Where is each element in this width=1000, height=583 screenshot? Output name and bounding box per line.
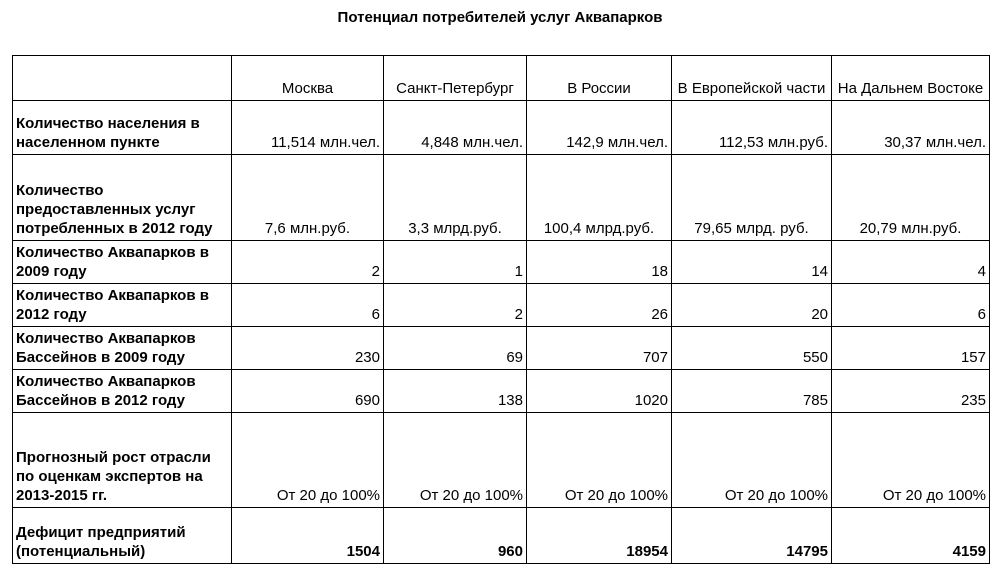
table-row (13, 284, 990, 327)
table-cell: От 20 до 100% (832, 413, 990, 508)
table-row (13, 155, 990, 241)
table-cell: 4159 (832, 508, 990, 564)
column-header-far-east: На Дальнем Востоке (832, 56, 990, 101)
table-cell: 1504 (232, 508, 384, 564)
table-row (13, 327, 990, 370)
table-cell: 235 (832, 370, 990, 413)
row-label: Количество предоставленных услуг потребленных в 2012 году (13, 155, 232, 241)
table-cell: 142,9 млн.чел. (527, 101, 672, 155)
table-cell: От 20 до 100% (232, 413, 384, 508)
table-cell: 20,79 млн.руб. (832, 155, 990, 241)
column-header-saint-petersburg: Санкт-Петербург (384, 56, 527, 101)
table-cell: 2 (232, 241, 384, 284)
table-row (13, 508, 990, 564)
corner-cell (13, 56, 232, 101)
table-cell: 6 (232, 284, 384, 327)
row-label: Количество Аквапарков Бассейнов в 2009 году (13, 327, 232, 370)
row-label: Количество Аквапарков в 2009 году (13, 241, 232, 284)
table-cell: 1 (384, 241, 527, 284)
table-cell: 4 (832, 241, 990, 284)
table-cell: 690 (232, 370, 384, 413)
row-label: Прогнозный рост отрасли по оценкам экспертов на 2013-2015 гг. (13, 413, 232, 508)
table-cell: 960 (384, 508, 527, 564)
row-label: Количество Аквапарков в 2012 году (13, 284, 232, 327)
table-cell: 18954 (527, 508, 672, 564)
table-cell: 100,4 млрд.руб. (527, 155, 672, 241)
column-header-moscow: Москва (232, 56, 384, 101)
table-cell: 2 (384, 284, 527, 327)
table-cell: От 20 до 100% (384, 413, 527, 508)
table-row (13, 241, 990, 284)
consumer-potential-table (12, 55, 990, 564)
header-row (13, 56, 990, 101)
table-cell: 79,65 млрд. руб. (672, 155, 832, 241)
table-row (13, 413, 990, 508)
table-row (13, 370, 990, 413)
table-cell: 230 (232, 327, 384, 370)
column-header-european-part: В Европейской части (672, 56, 832, 101)
table-cell: 785 (672, 370, 832, 413)
table-cell: От 20 до 100% (672, 413, 832, 508)
table-cell: 157 (832, 327, 990, 370)
table-cell: 18 (527, 241, 672, 284)
row-label: Количество Аквапарков Бассейнов в 2012 году (13, 370, 232, 413)
table-cell: 20 (672, 284, 832, 327)
row-label: Количество населения в населенном пункте (13, 101, 232, 155)
table-cell: 1020 (527, 370, 672, 413)
table-cell: 112,53 млн.руб. (672, 101, 832, 155)
column-header-russia: В России (527, 56, 672, 101)
table-cell: 707 (527, 327, 672, 370)
table-cell: 14795 (672, 508, 832, 564)
row-label: Дефицит предприятий (потенциальный) (13, 508, 232, 564)
table-row (13, 101, 990, 155)
table-cell: 138 (384, 370, 527, 413)
table-cell: 550 (672, 327, 832, 370)
table-cell: 4,848 млн.чел. (384, 101, 527, 155)
table-cell: 14 (672, 241, 832, 284)
table-cell: 11,514 млн.чел. (232, 101, 384, 155)
table-cell: 6 (832, 284, 990, 327)
table-cell: 7,6 млн.руб. (232, 155, 384, 241)
table-cell: 26 (527, 284, 672, 327)
table-cell: 30,37 млн.чел. (832, 101, 990, 155)
table-cell: От 20 до 100% (527, 413, 672, 508)
table-title: Потенциал потребителей услуг Аквапарков (337, 9, 663, 26)
table-cell: 69 (384, 327, 527, 370)
table-cell: 3,3 млрд.руб. (384, 155, 527, 241)
